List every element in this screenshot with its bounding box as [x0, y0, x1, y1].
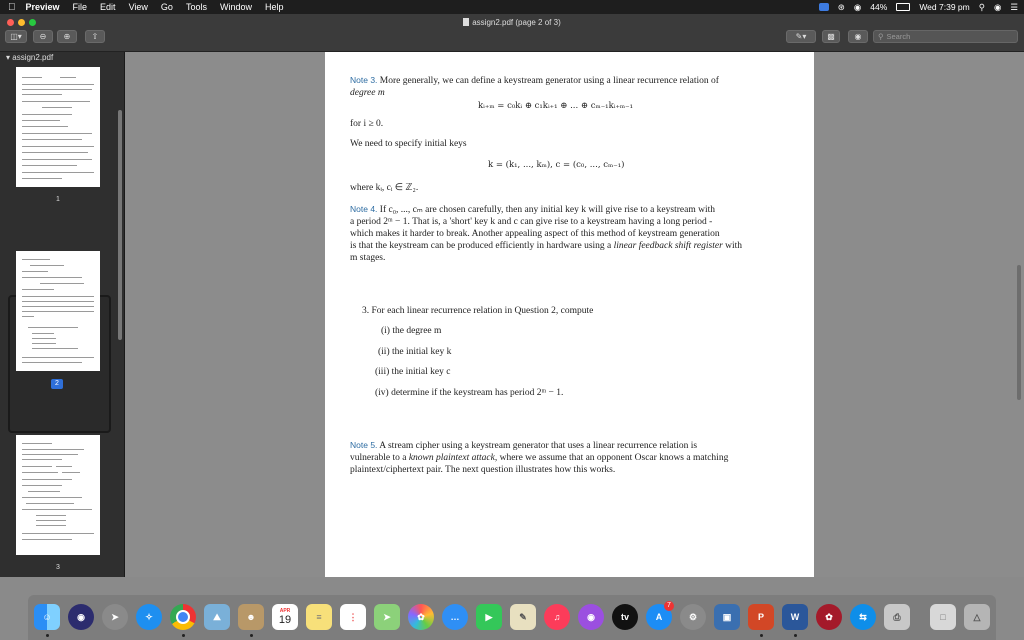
finder-icon[interactable]: ☺ [34, 604, 60, 630]
window-title [0, 18, 1024, 27]
notification-center-icon[interactable]: ☰ [1010, 1, 1018, 12]
note-4-label: Note 4. [350, 204, 378, 214]
note-4-line-4b: with [725, 241, 743, 251]
running-indicator-chrome [182, 634, 185, 637]
lock-button[interactable] [822, 30, 840, 43]
podcasts-icon[interactable]: ◉ [578, 604, 604, 630]
note-4-italic: linear feedback shift register [613, 241, 723, 251]
question-3-heading: 3. For each linear recurrence relation in Question 2, compute [362, 306, 594, 316]
window-title-text: assign2.pdf (page 2 of 3) [472, 18, 561, 27]
virtualbox-icon[interactable]: ▣ [714, 604, 740, 630]
music-icon[interactable]: ♫ [544, 604, 570, 630]
question-3-item-3: (iii) the initial key c [375, 367, 451, 377]
note-5-line-2b: where we assume that an opponent Oscar knows a matching [499, 453, 729, 463]
powerpoint-label: P [757, 612, 764, 622]
note-4-line-1: If c₀, ..., cₘ are chosen carefully, then any initial key k will give rise to a keystream with [379, 205, 715, 215]
notes-icon[interactable]: ≡ [306, 604, 332, 630]
app-icon-red[interactable]: ✿ [816, 604, 842, 630]
note-5-line-2a: vulnerable to a [350, 453, 407, 463]
chrome-center-icon [176, 610, 190, 624]
bluetooth-icon[interactable]: ⊛ [837, 1, 845, 12]
search-placeholder: Search [886, 32, 911, 41]
menu-go[interactable]: Go [153, 2, 166, 12]
share-button[interactable] [85, 30, 105, 43]
clock[interactable]: Wed 7:39 pm [919, 2, 970, 12]
app-store-badge-count: 7 [667, 602, 671, 609]
menu-help[interactable]: Help [257, 2, 276, 12]
wifi-icon[interactable]: ◉ [853, 1, 862, 12]
note-5-paragraph [350, 439, 782, 476]
menu-tools[interactable]: Tools [178, 2, 200, 12]
note-5-line-1: A stream cipher using a keystream generator that uses a linear recurrence relation is [379, 441, 698, 451]
calendar-month: APR [279, 608, 291, 614]
lock-icon: ▩ [827, 32, 835, 41]
messages-icon[interactable]: … [442, 604, 468, 630]
menu-view[interactable]: View [121, 2, 141, 12]
document-icon [463, 18, 469, 26]
search-field[interactable] [873, 30, 1018, 43]
running-indicator-preview [250, 634, 253, 637]
running-indicator-word [794, 634, 797, 637]
app-menu[interactable]: Preview [18, 2, 53, 12]
markup-button[interactable] [786, 30, 816, 43]
where-text: where kᵢ, cᵢ ∈ ℤ₂. [350, 183, 419, 193]
page-thumbnail-1[interactable] [16, 67, 100, 187]
app-store-badge [664, 601, 674, 611]
pen-icon: ✎▾ [795, 32, 807, 41]
note-3-label: Note 3. [350, 75, 378, 85]
search-icon: ⚲ [878, 32, 884, 41]
sidebar-title: assign2.pdf [12, 53, 54, 62]
question-3-item-2: (ii) the initial key k [378, 347, 452, 357]
zoom-in-button[interactable] [57, 30, 77, 43]
calendar-icon[interactable] [272, 604, 298, 630]
note-3-text: More generally, we can define a keystream generator using a linear recurrence relation of [379, 76, 719, 86]
teamviewer-icon[interactable]: ⇆ [850, 604, 876, 630]
calendar-day: 19 [278, 614, 292, 626]
contacts-icon[interactable]: ☻ [238, 604, 264, 630]
note-5-label: Note 5. [350, 440, 378, 450]
apple-tv-icon[interactable] [612, 604, 638, 630]
annotate-button[interactable] [848, 30, 868, 43]
page-thumbnail-2[interactable] [16, 251, 100, 371]
note-4-line-5: m stages. [350, 253, 386, 263]
question-3-item-4: (iv) determine if the keystream has period 2ᵐ − 1. [375, 388, 564, 398]
preview-photo-icon[interactable]: ⛰ [204, 604, 230, 630]
siri-icon[interactable]: ◉ [993, 1, 1002, 12]
question-3-item-1: (i) the degree m [381, 326, 442, 336]
app-store-icon[interactable]: A [646, 604, 672, 630]
safari-icon[interactable]: ✧ [136, 604, 162, 630]
note-4-paragraph [350, 203, 782, 264]
downloads-folder-icon[interactable]: □ [930, 604, 956, 630]
word-icon[interactable] [782, 604, 808, 630]
initial-keys-equation: k = (k₁, ..., kₘ), c = (c₀, ..., cₘ₋₁) [488, 160, 625, 170]
keynote-pencil-icon[interactable]: ✎ [510, 604, 536, 630]
disclosure-triangle-icon: ▾ [6, 53, 13, 62]
page-thumbnail-3[interactable] [16, 435, 100, 555]
menu-file[interactable]: File [65, 2, 80, 12]
page-number-1: 1 [56, 196, 60, 203]
launchpad-icon[interactable]: ➤ [102, 604, 128, 630]
document-scrollbar[interactable] [1017, 265, 1021, 400]
word-label: W [790, 612, 800, 622]
status-icon[interactable] [819, 3, 829, 11]
zoom-in-icon: ⊕ [63, 32, 71, 41]
battery-percent[interactable]: 44% [870, 2, 888, 12]
recurrence-equation: kᵢ₊ₘ = c₀kᵢ ⊕ c₁kᵢ₊₁ ⊕ ... ⊕ cₘ₋₁kᵢ₊ₘ₋₁ [478, 101, 634, 111]
note-5-line-3: plaintext/ciphertext pair. The next question illustrates how this works. [350, 465, 616, 475]
reminders-icon[interactable]: ⋮ [340, 604, 366, 630]
spotlight-icon[interactable]: ⚲ [978, 1, 985, 12]
person-icon: ◉ [854, 32, 862, 41]
page-number-3: 3 [56, 564, 60, 571]
sidebar-toggle-button[interactable] [5, 30, 27, 43]
note-4-line-4a: is that the keystream can be produced efficiently in hardware using a [350, 241, 612, 251]
page-number-2: 2 [55, 380, 59, 387]
need-keys-text: We need to specify initial keys [350, 139, 467, 149]
apple-menu-icon[interactable] [8, 2, 16, 13]
siri-app-icon[interactable]: ◉ [68, 604, 94, 630]
zoom-out-icon: ⊖ [39, 32, 47, 41]
chrome-icon[interactable] [170, 604, 196, 630]
sidebar-header[interactable] [6, 53, 53, 62]
menu-window[interactable]: Window [212, 2, 245, 12]
menu-edit[interactable]: Edit [92, 2, 109, 12]
selected-page-badge [51, 379, 63, 389]
maps-icon[interactable]: ➤ [374, 604, 400, 630]
zoom-out-button[interactable] [33, 30, 53, 43]
running-indicator-finder [46, 634, 49, 637]
facetime-icon[interactable]: ▶ [476, 604, 502, 630]
menu-bar [0, 0, 1024, 14]
battery-icon[interactable] [896, 3, 910, 11]
for-i-text: for i ≥ 0. [350, 119, 384, 129]
thumbnail-sidebar [0, 52, 125, 577]
photos-icon[interactable]: ✿ [408, 604, 434, 630]
sidebar-scrollbar[interactable] [118, 110, 122, 340]
running-indicator-powerpoint [760, 634, 763, 637]
note-3-paragraph [350, 74, 782, 99]
trash-icon[interactable]: △ [964, 604, 990, 630]
note-3-degree: degree m [350, 88, 385, 98]
system-preferences-icon[interactable]: ⚙ [680, 604, 706, 630]
share-icon: ⇧ [91, 32, 99, 41]
note-5-italic: known plaintext attack, [408, 453, 498, 463]
note-4-line-2: a period 2ᵐ − 1. That is, a 'short' key k and c can give rise to a keystream having a long period - [350, 217, 713, 227]
printer-icon[interactable]: ⎙ [884, 604, 910, 630]
note-4-line-3: which makes it harder to break. Another appealing aspect of this method of keystream generation [350, 229, 720, 239]
apple-tv-label: tv [620, 612, 629, 622]
powerpoint-icon[interactable] [748, 604, 774, 630]
sidebar-icon: ◫▾ [10, 32, 22, 41]
